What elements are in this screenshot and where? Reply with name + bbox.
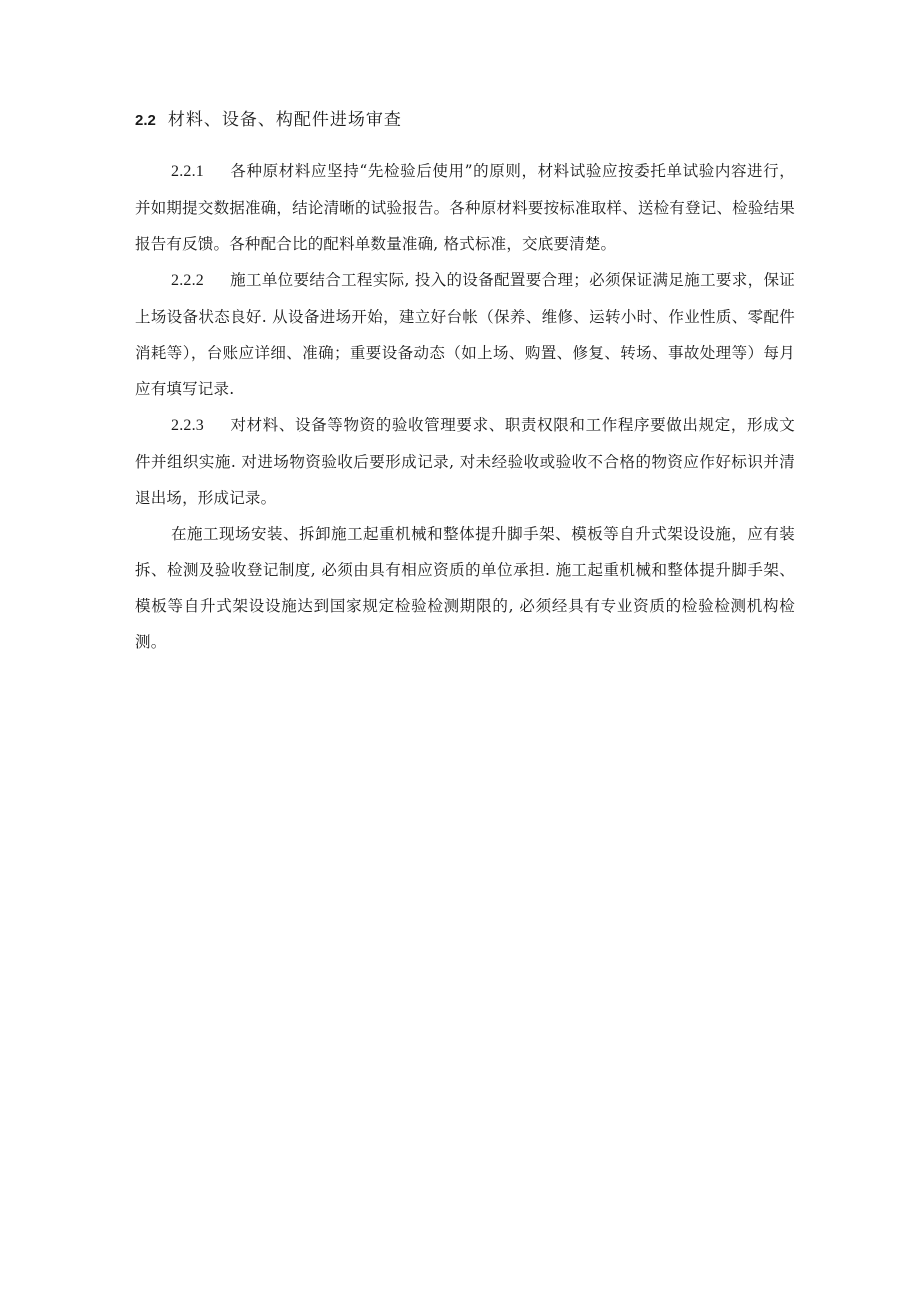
section-heading xyxy=(135,104,795,137)
section-title: 材料、设备、构配件进场审查 xyxy=(167,110,402,130)
paragraph-2-2-2 xyxy=(135,262,795,407)
paragraph-text: 在施工现场安装、拆卸施工起重机械和整体提升脚手架、模板等自升式架设设施，应有装拆、检测及验收登记制度, 必须由具有相应资质的单位承担. 施工起重机械和整体提升脚手架、模板等自升式架设设施达到国家规定检验检测期限的, 必须经具有专业资质的检验检测机构检测。 xyxy=(135,525,795,651)
paragraph-text: 各种原材料应坚持“先检验后使用”的原则，材料试验应按委托单试验内容进行，并如期提交数据准确，结论清晰的试验报告。各种原材料要按标准取样、送检有登记、检验结果报告有反馈。各种配合比的配料单数量准确, 格式标准，交底要清楚。 xyxy=(135,162,795,253)
paragraph-text: 对材料、设备等物资的验收管理要求、职责权限和工作程序要做出规定，形成文件并组织实施. 对进场物资验收后要形成记录, 对未经验收或验收不合格的物资应作好标识并清退出场，形成记录。 xyxy=(135,416,795,507)
paragraph-number: 2.2.2 xyxy=(171,272,204,289)
paragraph-2-2-3 xyxy=(135,407,795,516)
paragraph-2-2-1 xyxy=(135,153,795,262)
paragraph-text: 施工单位要结合工程实际, 投入的设备配置要合理；必须保证满足施工要求，保证上场设备状态良好. 从设备进场开始，建立好台帐（保养、维修、运转小时、作业性质、零配件消耗等），台账应详细、准确；重要设备动态（如上场、购置、修复、转场、事故处理等）每月应有填写记录. xyxy=(135,271,795,398)
document-content xyxy=(135,104,795,660)
paragraph-number: 2.2.3 xyxy=(171,417,204,434)
paragraph-number: 2.2.1 xyxy=(171,163,204,180)
paragraph-site-installation xyxy=(135,516,795,660)
section-number: 2.2 xyxy=(135,112,156,129)
